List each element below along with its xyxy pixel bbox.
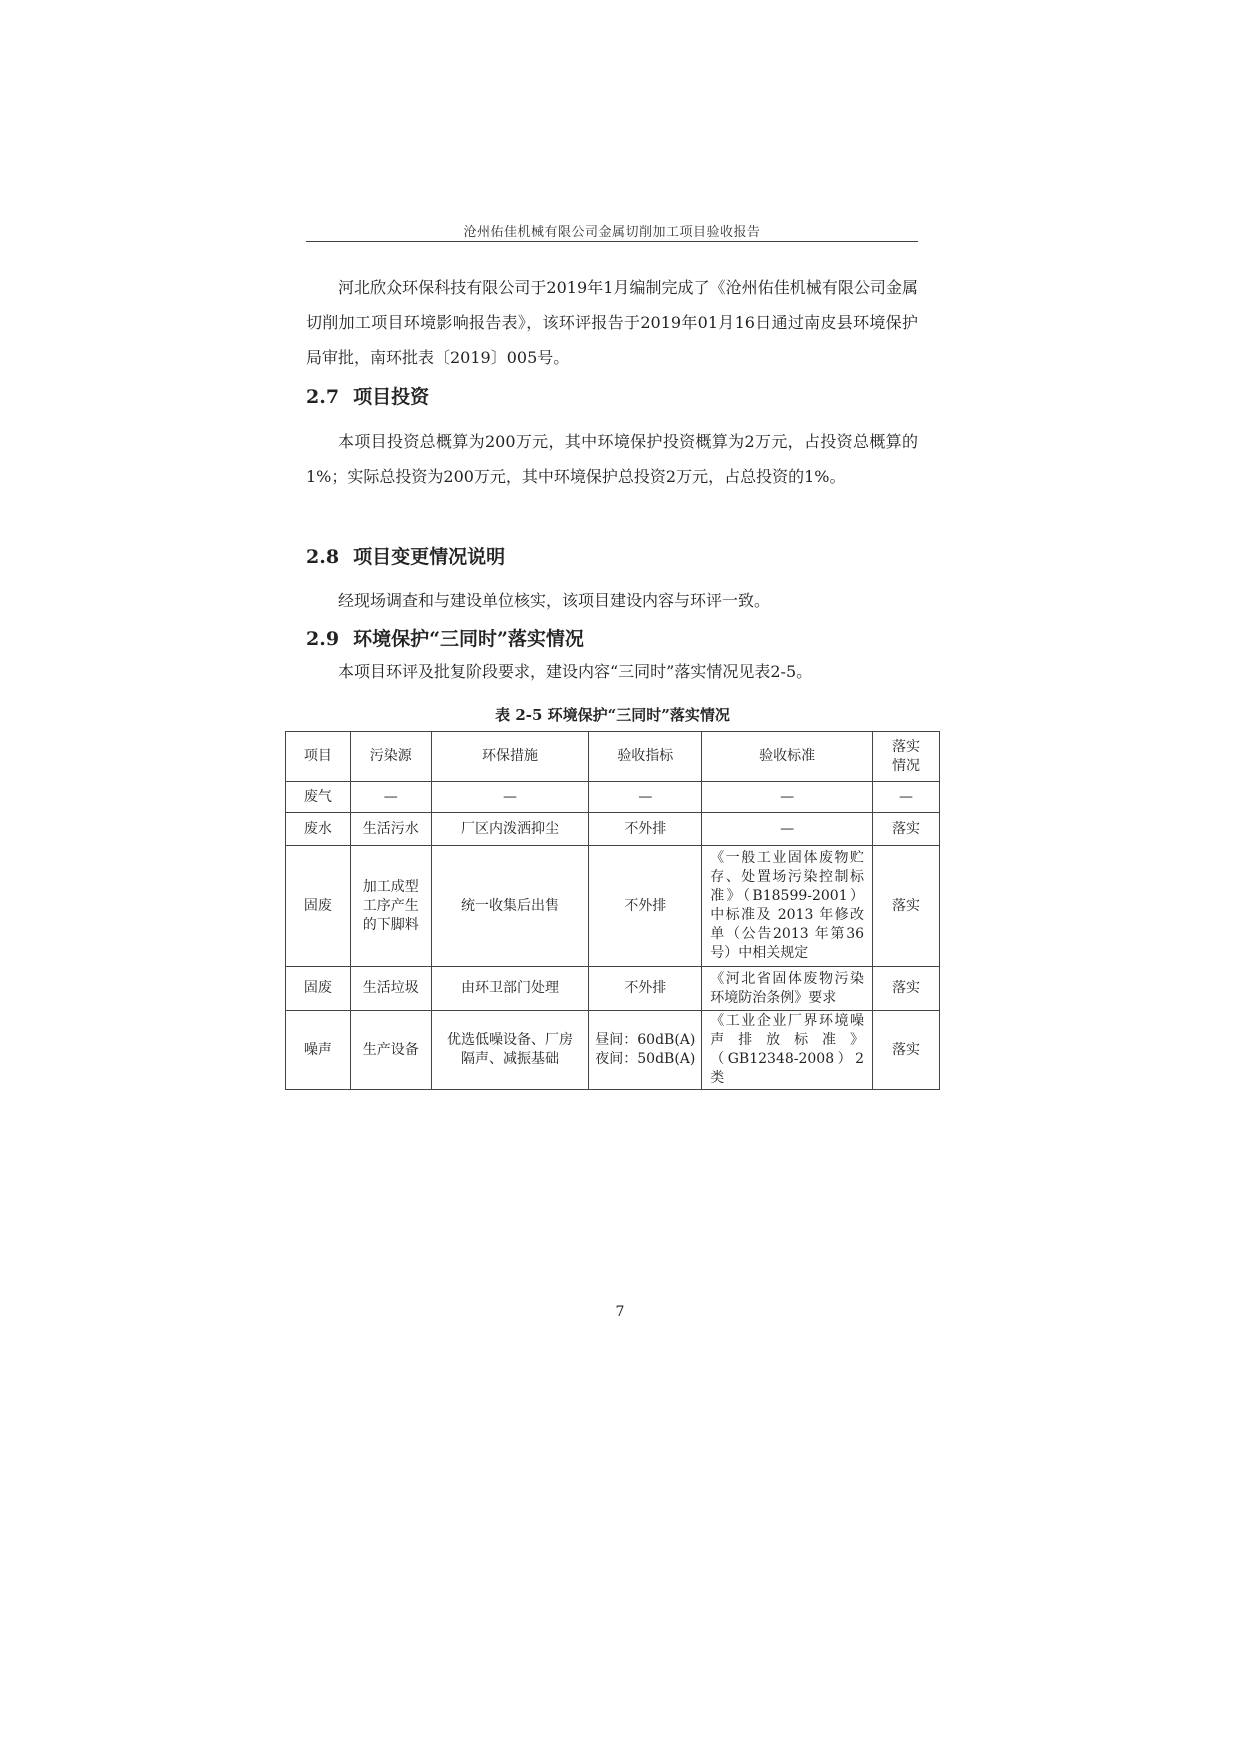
section-number: 2.8 [306, 546, 340, 568]
table-cell: — [702, 813, 873, 846]
table-cell: 不外排 [589, 813, 702, 846]
table-cell: 生活垃圾 [350, 967, 431, 1011]
table-cell: 由环卫部门处理 [431, 967, 589, 1011]
table-caption: 表 2-5 环境保护“三同时”落实情况 [495, 706, 730, 724]
table-cell: 落实 [873, 967, 940, 1011]
section-title: 项目投资 [353, 386, 430, 408]
header-cell: 项目 [286, 732, 351, 782]
table-cell: 不外排 [589, 846, 702, 967]
table-row [286, 1011, 940, 1090]
table-cell: 噪声 [286, 1011, 351, 1090]
table-cell: 厂区内泼洒抑尘 [431, 813, 589, 846]
table-cell: 统一收集后出售 [431, 846, 589, 967]
header-cell: 验收标准 [702, 732, 873, 782]
table-cell: 优选低噪设备、厂房隔声、减振基础 [431, 1011, 589, 1090]
table-cell: 《工业企业厂界环境噪声排放标准》（GB12348-2008）2 类 [702, 1011, 873, 1090]
header-cell: 污染源 [350, 732, 431, 782]
table-cell: 废水 [286, 813, 351, 846]
table-row [286, 846, 940, 967]
header-cell: 落实情况 [873, 732, 940, 782]
section-2-7-body: 本项目投资总概算为200万元，其中环境保护投资概算为2万元，占投资总概算的1%；实际总投资为200万元，其中环境保护总投资2万元，占总投资的1%。 [306, 432, 918, 486]
table-cell: 落实 [873, 1011, 940, 1090]
page-header-title: 沧州佑佳机械有限公司金属切削加工项目验收报告 [463, 225, 761, 240]
table-cell: 生活污水 [350, 813, 431, 846]
table-row [286, 782, 940, 813]
section-heading-2-8 [306, 542, 505, 569]
section-heading-2-7 [306, 382, 429, 409]
header-cell: 环保措施 [431, 732, 589, 782]
table-cell: 固废 [286, 967, 351, 1011]
section-title: 环境保护“三同时”落实情况 [353, 628, 584, 650]
header-cell: 验收指标 [589, 732, 702, 782]
section-2-8-body: 经现场调查和与建设单位核实，该项目建设内容与环评一致。 [338, 591, 771, 610]
table-cell: — [873, 782, 940, 813]
table-cell: — [350, 782, 431, 813]
three-simultaneity-table [285, 731, 940, 1090]
section-number: 2.9 [306, 628, 340, 650]
table-cell: 落实 [873, 846, 940, 967]
table-row [286, 813, 940, 846]
table-cell: — [589, 782, 702, 813]
table-cell: — [702, 782, 873, 813]
table-cell: 固废 [286, 846, 351, 967]
header-divider [306, 241, 918, 242]
section-heading-2-9 [306, 624, 584, 651]
table-header-row [286, 732, 940, 782]
table-cell: — [431, 782, 589, 813]
section-title: 项目变更情况说明 [353, 546, 506, 568]
table-row [286, 967, 940, 1011]
section-2-9-body: 本项目环评及批复阶段要求，建设内容“三同时”落实情况见表2-5。 [338, 662, 813, 681]
section-number: 2.7 [306, 386, 340, 408]
intro-paragraph: 河北欣众环保科技有限公司于2019年1月编制完成了《沧州佑佳机械有限公司金属切削加工项目环境影响报告表》，该环评报告于2019年01月16日通过南皮县环境保护局审批，南环批表〔2019〕005号。 [306, 278, 918, 367]
table-cell: 废气 [286, 782, 351, 813]
page-number: 7 [615, 1304, 625, 1320]
table-cell: 《一般工业固体废物贮存、处置场污染控制标准》（B18599-2001）中标准及 2013 年修改单（公告2013 年第36 号）中相关规定 [702, 846, 873, 967]
table-cell: 《河北省固体废物污染环境防治条例》要求 [702, 967, 873, 1011]
table-cell: 落实 [873, 813, 940, 846]
table-cell: 不外排 [589, 967, 702, 1011]
table-cell: 昼间：60dB(A) 夜间：50dB(A) [589, 1011, 702, 1090]
table-cell: 加工成型工序产生的下脚料 [350, 846, 431, 967]
table-cell: 生产设备 [350, 1011, 431, 1090]
